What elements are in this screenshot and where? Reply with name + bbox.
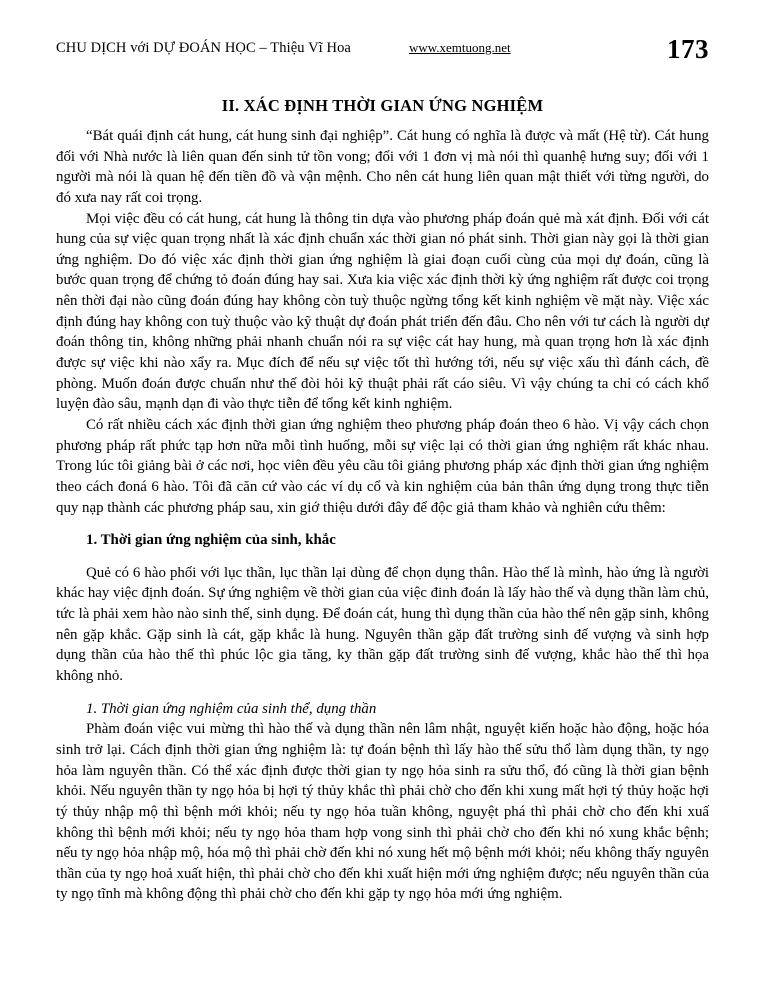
page-number: 173 — [667, 34, 709, 64]
subsection-heading-2: 1. Thời gian ứng nghiệm của sinh thể, dụng thần — [86, 700, 377, 717]
paragraph-4: Quẻ có 6 hào phối với lục thần, lục thần lại dùng để chọn dụng thân. Hào thế là mình, hào ứng là người khác hay việc định đoán. Sự ứng nghiệm về thời gian của việc đinh đoán là lấy hào thế và dụng thần làm chủ, tức là phải xem hào nào sinh thế, sinh dụng. Để đoán cát, hung thì dụng thần của hào thế nên gặp sinh, không nên gặp khắc. Gặp sinh là cát, gặp khắc là hung. Nguyên thần gặp đất trường sinh đế vượng và sinh hợp dụng thần của hào thế thì phúc lộc gia tăng, ky thần gặp đất trường sinh đế vượng, khắc hào thế thì họa không nhỏ. — [56, 564, 709, 685]
header-website-url[interactable]: www.xemtuong.net — [408, 40, 511, 55]
paragraph-3: Có rất nhiều cách xác định thời gian ứng nghiệm theo phương pháp đoán theo 6 hào. Vị vậy cách chọn phương pháp rất phức tạp hơn nữa mỗi tình huống, mỗi sự việc lại có thời gian ứng nghiệm rất khác nhau. Trong lúc tôi giảng bài ở các nơi, học viên đều yêu cầu tôi giảng phương pháp xác định thời gian ứng nghiệm theo cách đoná 6 hào. Tôi đã căn cứ vào các ví dụ cổ và kin nghiệm của bản thân ứng dụng trong thực tiễn quy nạp thành các phương pháp sau, xin giớ thiệu dưới đây để độc giả tham khảo và nghiên cứu thêm: — [56, 416, 709, 516]
header-book-title: CHU DỊCH với DỰ ĐOÁN HỌC – Thiệu Vĩ Hoa — [56, 40, 351, 56]
page-header — [56, 34, 709, 80]
subsection-heading-1: 1. Thời gian ứng nghiệm của sinh, khắc — [86, 532, 336, 549]
section-title: II. XÁC ĐỊNH THỜI GIAN ỨNG NGHIỆM — [221, 96, 544, 115]
paragraph-5: Phàm đoán việc vui mừng thì hào thế và dụng thần nên lâm nhật, nguyệt kiến hoặc hào động, hoặc hóa sinh trở lại. Cách định thời gian ứng nghiệm là: tự đoán bệnh thì lấy hào thế sửu thổ làm dụng thần, ty ngọ hỏa làm nguyên thần. Có thể xác định được thời gian ty ngọ hỏa sinh ra sửu thổ, đó cũng là thời gian bệnh khỏi. Nếu nguyên thần ty ngọ hỏa bị hợi tý thủy khắc thì phải chờ cho đến khi xung mất hợi tý thủy hoặc hợi tý thủy nhập mộ thì bệnh mới khỏi; nếu ty ngọ hỏa tuần không, nguyệt phá thì phải chờ cho đến khi xuấ không thì bệnh mới khỏi; nếu ty ngọ hỏa tham hợp vong sinh thì phải chờ cho đến khi nó xung khắc bệnh; nếu ty ngọ hỏa nhập mộ, hóa mộ thì phải chờ đến khi nó xung hết mộ bệnh mới khỏi; nếu không thấy nguyên thần của ty ngọ hoả xuất hiện, thì phải chờ cho đến khi xuất hiện mới ứng nghiệm được; nếu nguyên thần của ty ngọ tĩnh mà không động thì phải chờ cho đến khi gặp ty ngọ hỏa mới ứng nghiệm. — [56, 721, 709, 903]
paragraph-1: “Bát quái định cát hung, cát hung sinh đại nghiệp”. Cát hung có nghĩa là được và mất (Hệ từ). Cát hung đối với Nhà nước là liên quan đến sinh tử tồn vong; đối với 1 đơn vị mà nói thì quanhệ hưng suy; đối với 1 người mà nói là quan hệ đến tiền đồ và vận mệnh. Cho nên cát hung liên quan mật thiết với từng người, do đó xưa nay rất coi trọng. — [56, 128, 709, 206]
paragraph-2: Mọi việc đều có cát hung, cát hung là thông tin dựa vào phương pháp đoán quẻ mà xát định. Đối với cát hung của sự việc quan trọng nhất là xác định chuẩn xác thời gian nó phát sinh. Thời gian này gọi là thời gian ứng nghiệm. Do đó việc xác định thời gian ứng nghiệm là giai đoạn cuối cùng của mọi dự đoán, cũng là bước quan trọng để chứng tỏ đoán đúng hay sai. Xưa kia việc xác định thời kỳ ứng nghiệm rất được coi trọng nên thời đại nào cũng đoán đúng hay không còn tuỳ thuộc ngừng tổng kết kinh nghiệm về mặt này. Việc xác định đúng hay không con tuỳ thuộc vào kỹ thuật dự đoán phát triển đến đâu. Cho nên với tư cách là người dự đoán thông tin, không những phải nhanh chuẩn nói ra sự việc cát hay hung, mà quan trọng hơn là xác định được sự việc khi nào xẩy ra. Mục đích để nếu sự việc tốt thì hướng tới, nếu sự việc xấu thì đánh cách, đề phòng. Muốn đoán được chuẩn như thế đòi hỏi kỹ thuật phải rất cáo siêu. Vì vậy chúng ta chỉ có cách khổ luyện đào sâu, mạnh dạn đi vào thực tiễn để tổng kết kinh nghiệm. — [56, 210, 709, 413]
